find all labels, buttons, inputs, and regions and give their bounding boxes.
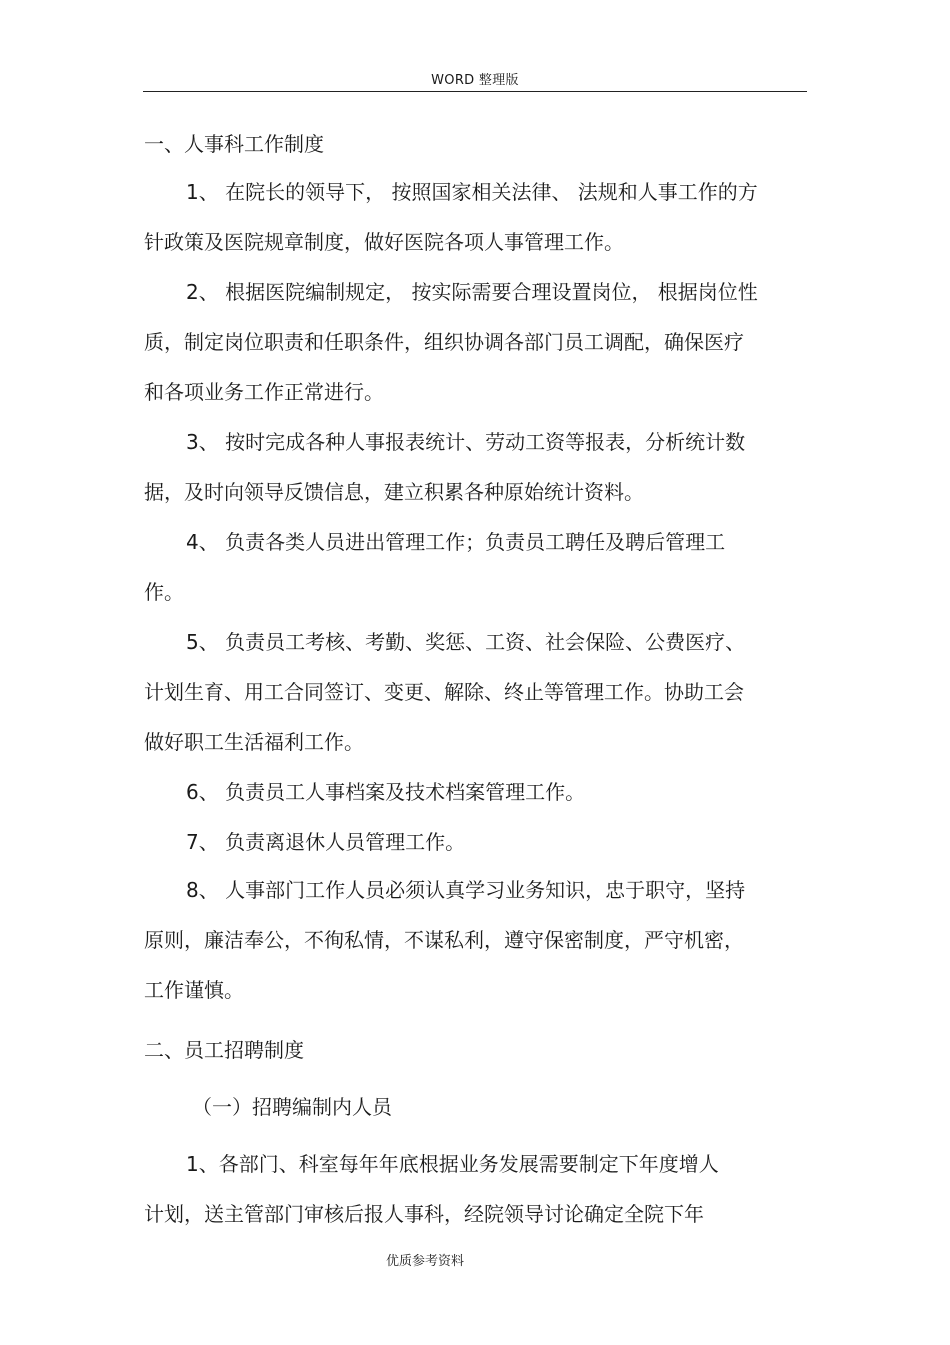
paragraph-line: 作。 [144, 580, 184, 604]
paragraph-line: 质，制定岗位职责和任职条件，组织协调各部门员工调配，确保医疗 [144, 330, 744, 354]
paragraph-line: 6、 负责员工人事档案及技术档案管理工作。 [186, 780, 586, 804]
section-heading-1: 一、人事科工作制度 [144, 132, 324, 156]
paragraph-line: 针政策及医院规章制度，做好医院各项人事管理工作。 [144, 230, 624, 254]
paragraph-line: 据，及时向领导反馈信息，建立积累各种原始统计资料。 [144, 480, 644, 504]
paragraph-line: 4、 负责各类人员进出管理工作；负责员工聘任及聘后管理工 [186, 530, 726, 554]
paragraph-line: 8、 人事部门工作人员必须认真学习业务知识，忠于职守，坚持 [186, 878, 746, 902]
page-footer: 优质参考资料 [385, 1254, 464, 1269]
paragraph-line: 1、 在院长的领导下， 按照国家相关法律、 法规和人事工作的方 [186, 180, 758, 204]
paragraph-line: 1、各部门、科室每年年底根据业务发展需要制定下年度增人 [186, 1152, 719, 1176]
paragraph-line: 工作谨慎。 [144, 978, 244, 1002]
header-label: WORD 整理版 [431, 73, 519, 88]
paragraph-line: 计划生育、用工合同签订、变更、解除、终止等管理工作。协助工会 [144, 680, 744, 704]
subsection-heading: （一）招聘编制内人员 [192, 1095, 392, 1119]
header-divider [143, 91, 807, 92]
paragraph-line: 和各项业务工作正常进行。 [144, 380, 384, 404]
paragraph-line: 7、 负责离退休人员管理工作。 [186, 830, 466, 854]
paragraph-line: 原则，廉洁奉公，不徇私情，不谋私利，遵守保密制度，严守机密， [144, 928, 744, 952]
paragraph-line: 2、 根据医院编制规定， 按实际需要合理设置岗位， 根据岗位性 [186, 280, 758, 304]
section-heading-2: 二、员工招聘制度 [144, 1038, 304, 1062]
paragraph-line: 计划，送主管部门审核后报人事科，经院领导讨论确定全院下年 [144, 1202, 704, 1226]
paragraph-line: 3、 按时完成各种人事报表统计、劳动工资等报表，分析统计数 [186, 430, 746, 454]
paragraph-line: 做好职工生活福利工作。 [144, 730, 364, 754]
paragraph-line: 5、 负责员工考核、考勤、奖惩、工资、社会保险、公费医疗、 [186, 630, 746, 654]
